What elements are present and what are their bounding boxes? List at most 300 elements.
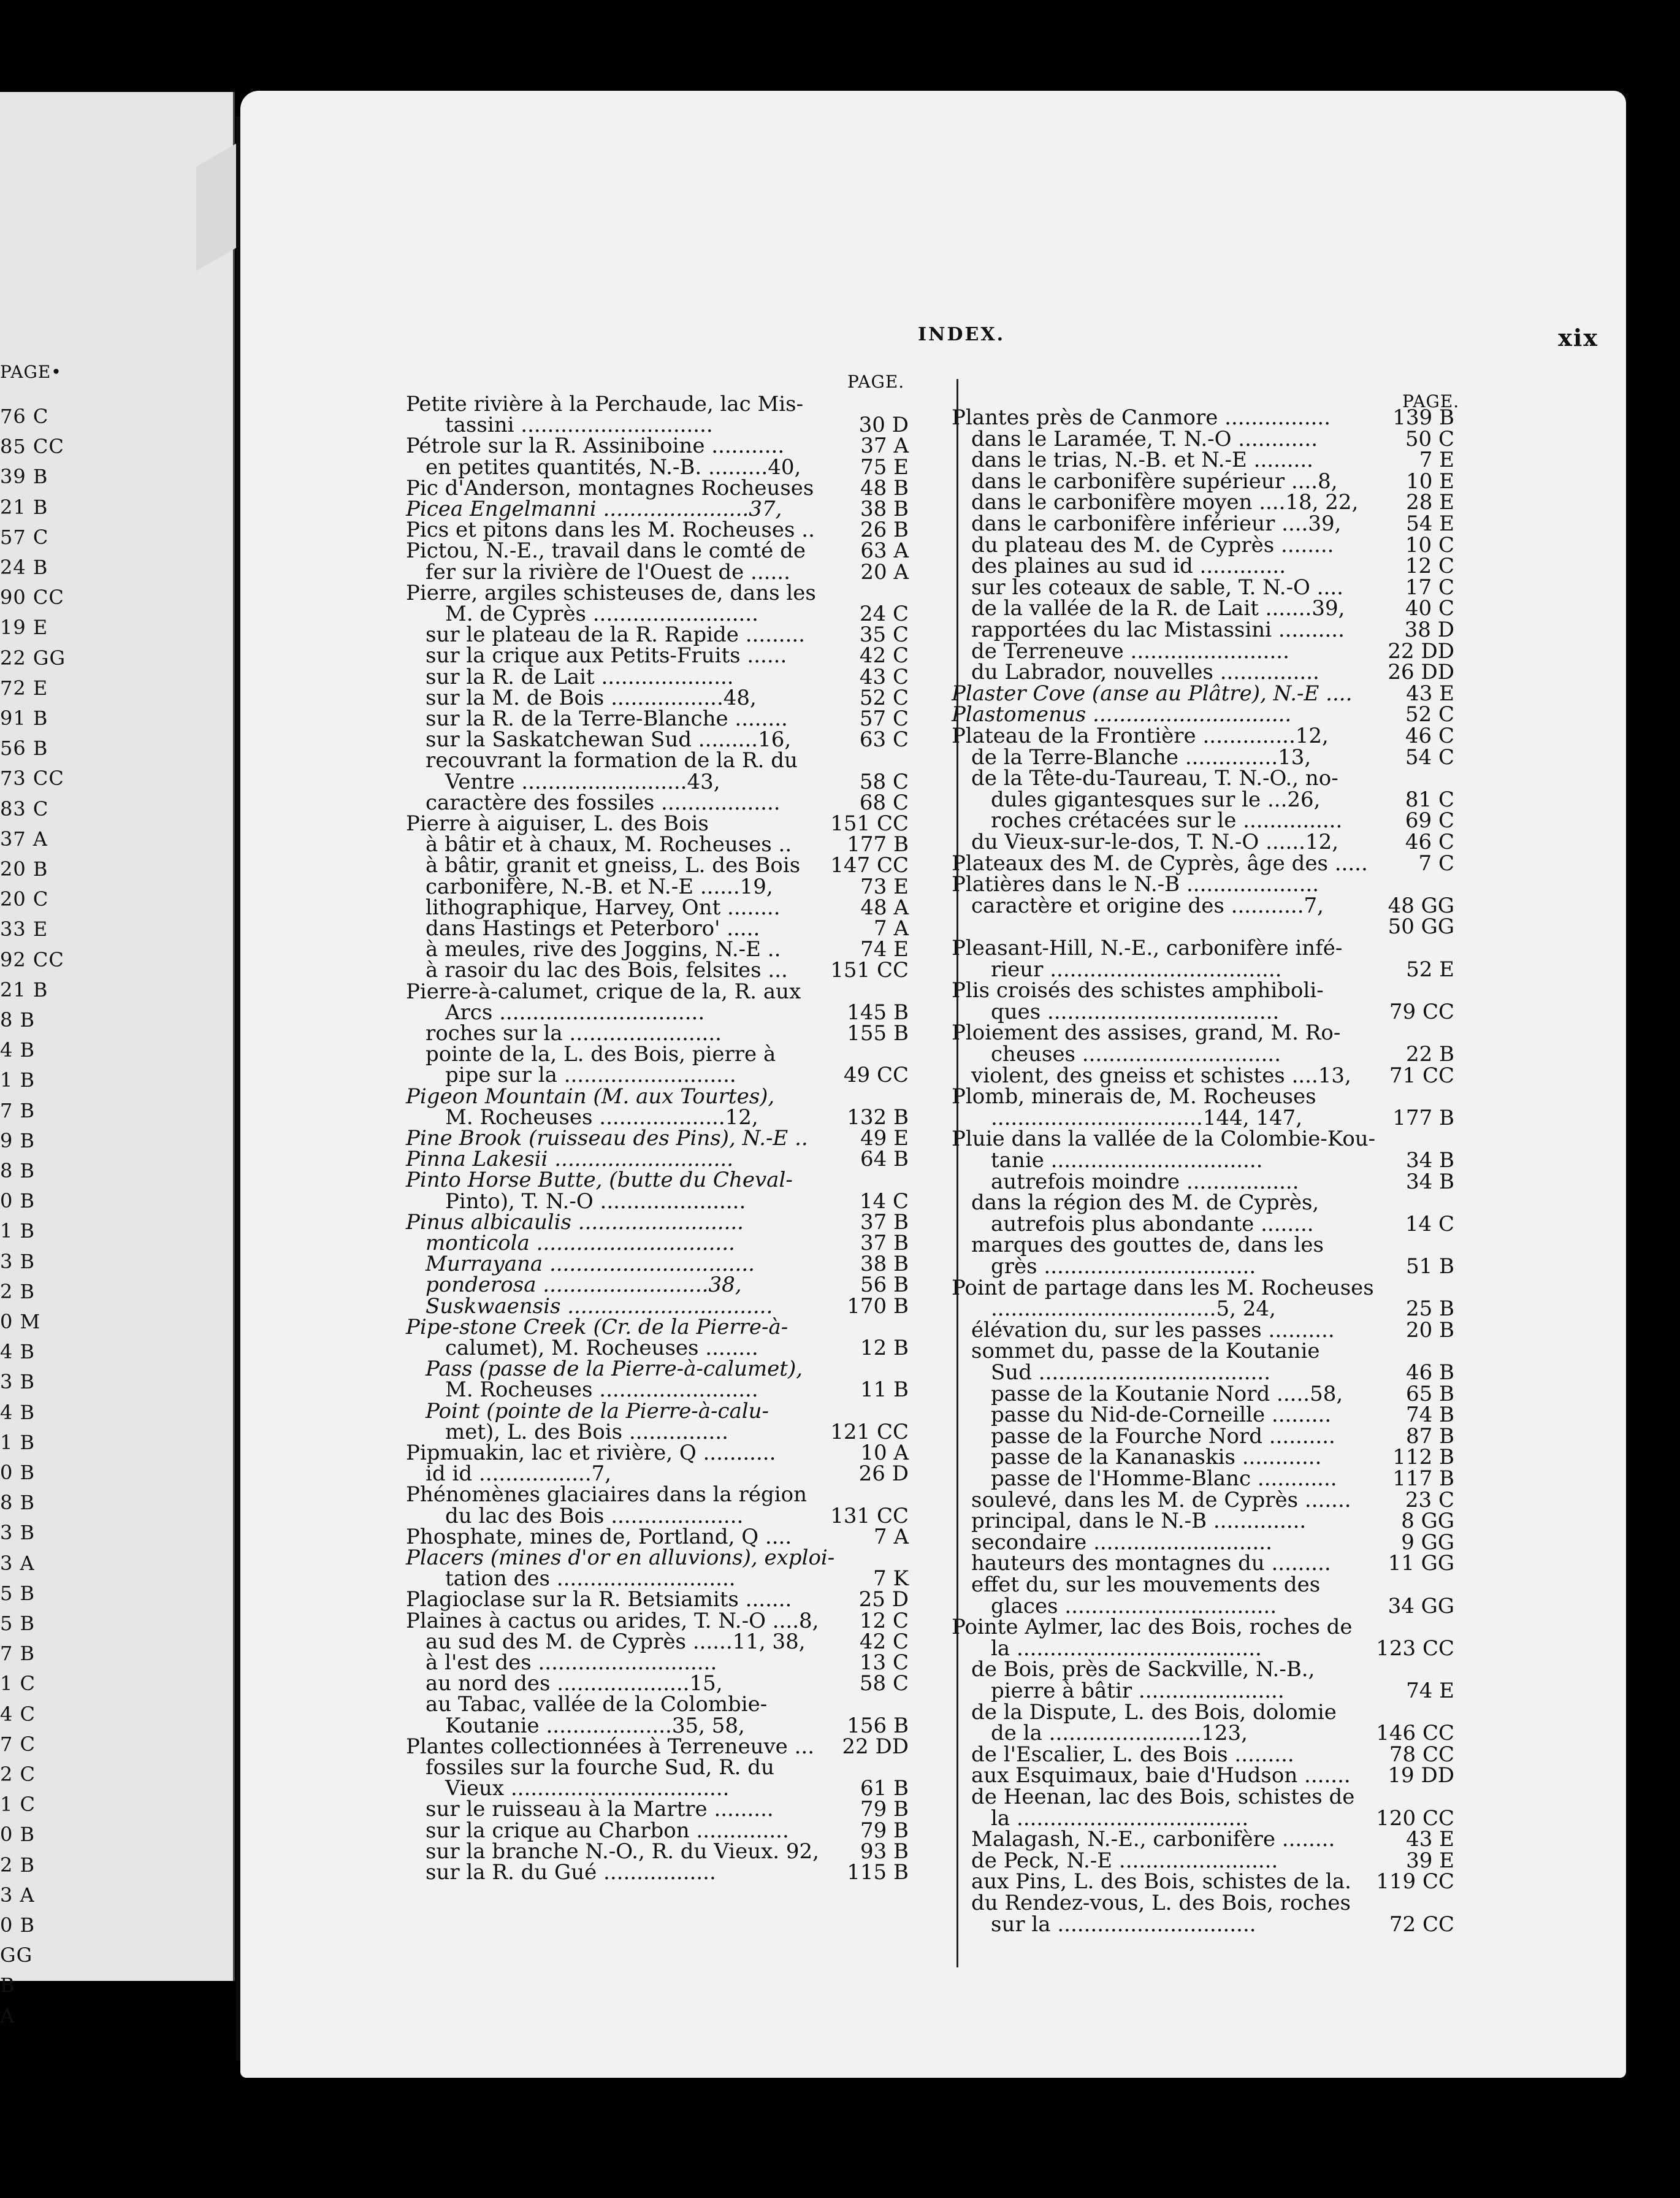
index-entry-page: 115 B (847, 1860, 909, 1885)
index-entry (952, 407, 1454, 428)
index-entry-page: 34 GG (1388, 1593, 1454, 1618)
index-entry-text: passe de la Kananaskis ............ (991, 1445, 1322, 1470)
index-entry (406, 645, 909, 666)
index-entry-page: 131 CC (830, 1503, 909, 1528)
index-entry (406, 1484, 909, 1505)
index-entry-page: 56 B (860, 1273, 909, 1298)
index-entry-text: fossiles sur la fourche Sud, R. du (426, 1755, 774, 1780)
index-entry-text: Ventre .........................43, (445, 769, 720, 794)
index-entry (952, 853, 1454, 874)
index-entry-text: Pierre-à-calumet, crique de la, R. aux (406, 979, 801, 1004)
index-entry (406, 1503, 909, 1528)
index-entry-page: 155 B (847, 1021, 909, 1046)
index-entry-page: 7 A (874, 1524, 909, 1549)
index-entry-text: sommet du, passe de la Koutanie (971, 1339, 1320, 1364)
index-entry-text: monticola .............................. (426, 1231, 735, 1255)
index-entry-text: Pictou, N.-E., travail dans le comté de (406, 538, 806, 564)
index-entry-page: 38 B (860, 497, 909, 521)
index-entry-text: Pointe Aylmer, lac des Bois, roches de (952, 1615, 1353, 1640)
index-entry-page: 151 CC (830, 811, 909, 836)
page-title: INDEX. (918, 324, 1006, 345)
index-entry (406, 1252, 909, 1277)
index-entry (406, 603, 909, 624)
index-entry (952, 1317, 1454, 1342)
index-entry-page: 57 C (859, 706, 909, 731)
index-entry (952, 1532, 1454, 1553)
index-entry-text: rieur ................................... (991, 957, 1282, 982)
index-entry-page: 74 E (860, 937, 909, 962)
index-entry-page: 49 E (860, 1126, 909, 1151)
index-entry (406, 1715, 909, 1736)
index-entry (952, 1190, 1454, 1216)
index-entry (952, 1487, 1454, 1512)
index-entry-page: 20 A (860, 559, 909, 584)
index-entry (406, 434, 909, 459)
index-entry-text: Placers (mines d'or en alluvions), exploi- (406, 1545, 835, 1570)
index-entry-page: 22 B (1405, 1042, 1454, 1066)
index-entry-text: sur le plateau de la R. Rapide ......... (426, 622, 805, 648)
index-entry-page: 48 GG (1388, 893, 1454, 918)
index-entry-text: du Rendez-vous, L. des Bois, roches (971, 1891, 1351, 1915)
index-entry-text: dans Hastings et Peterboro' ..... (426, 916, 760, 941)
index-entry-text: au sud des M. de Cyprès ......11, 38, (426, 1629, 806, 1654)
index-entry (952, 1744, 1454, 1765)
index-entry-page: 7 E (1419, 448, 1454, 473)
index-entry-page: 64 B (860, 1147, 909, 1172)
index-entry-page: 63 C (859, 727, 909, 752)
index-entry-text: dans le carbonifère moyen ....18, 22, (971, 490, 1359, 515)
index-entry-page: 147 CC (830, 853, 909, 878)
index-entry (406, 1168, 909, 1193)
index-entry (952, 810, 1454, 831)
index-entry-page: 61 B (860, 1776, 909, 1801)
index-entry-text: Point (pointe de la Pierre-à-calu- (426, 1398, 769, 1423)
left-page-fragment: 8 B (0, 1491, 36, 1515)
left-page-fragment: 4 C (0, 1702, 36, 1726)
index-entry-page: 9 GG (1401, 1530, 1454, 1555)
index-entry-page: 10 E (1406, 469, 1454, 494)
index-entry-text: de la .......................123, (991, 1721, 1248, 1746)
index-entry-text: soulevé, dans les M. de Cyprès ....... (971, 1487, 1351, 1512)
index-entry-text: caractère des fossiles .................. (426, 790, 781, 815)
index-entry (952, 1914, 1454, 1935)
index-entry-text: Pigeon Mountain (M. aux Tourtes), (406, 1084, 775, 1109)
index-entry (406, 1086, 909, 1107)
left-page-fragment: 0 B (0, 1913, 36, 1937)
index-entry-page: 52 C (859, 685, 909, 710)
index-entry (952, 938, 1454, 959)
index-entry (406, 1002, 909, 1023)
index-entry (406, 1149, 909, 1170)
index-entry (952, 1105, 1454, 1130)
index-entry (406, 1065, 909, 1086)
index-entry-text: sur la .............................. (991, 1912, 1256, 1937)
index-entry-text: Picea Engelmanni ......................37, (406, 497, 782, 521)
page-column-head: PAGE. (847, 372, 905, 392)
index-page (240, 91, 1626, 2078)
index-entry (406, 1778, 909, 1799)
index-entry-page: 123 CC (1376, 1636, 1454, 1661)
index-entry-page: 71 CC (1389, 1063, 1454, 1088)
index-entry-page: 7 A (874, 916, 909, 941)
index-entry-page: 48 B (860, 475, 909, 500)
index-entry-text: Pass (passe de la Pierre-à-calumet), (426, 1357, 803, 1382)
index-entry (406, 1694, 909, 1715)
index-entry-text: passe du Nid-de-Corneille ......... (991, 1403, 1332, 1428)
index-entry (406, 475, 909, 500)
index-entry-page: 26 D (858, 1461, 909, 1487)
index-entry-text: lithographique, Harvey, Ont ........ (426, 895, 781, 920)
index-entry-page: 40 C (1405, 596, 1454, 621)
index-entry-text: glaces ................................ (991, 1593, 1277, 1618)
index-entry-page: 46 C (1405, 724, 1454, 748)
index-entry (406, 1273, 909, 1298)
index-entry-page: 58 C (859, 1671, 909, 1696)
index-entry-page: 54 C (1405, 745, 1454, 770)
index-entry-page: 52 C (1405, 702, 1454, 727)
index-entry-page: 72 CC (1389, 1912, 1454, 1937)
index-entry-text: sur la R. du Gué ................. (426, 1860, 716, 1885)
index-entry (952, 1553, 1454, 1574)
left-page-fragment: 21 B (0, 978, 48, 1001)
index-entry (406, 1107, 909, 1128)
index-entry-text: sur la M. de Bois .................48, (426, 685, 757, 710)
index-entry-text: Pétrole sur la R. Assiniboine ........... (406, 434, 785, 459)
index-entry-text: rapportées du lac Mistassini .......... (971, 618, 1345, 642)
index-entry-page: 170 B (847, 1293, 909, 1319)
index-entry-text: sur la R. de Lait .................... (426, 664, 734, 689)
index-entry-text: Plateau de la Frontière ..............12, (952, 724, 1329, 748)
left-page-fragment: 85 CC (0, 435, 64, 459)
index-entry (952, 683, 1454, 704)
index-entry (406, 1673, 909, 1694)
index-entry (406, 750, 909, 771)
index-entry-text: ques ................................... (991, 999, 1280, 1024)
index-entry-text: de la vallée de la R. de Lait .......39, (971, 596, 1345, 621)
index-entry-page: 112 B (1392, 1445, 1454, 1470)
index-entry (952, 1765, 1454, 1786)
index-entry-text: ponderosa .........................38, (426, 1273, 742, 1298)
left-page-fragment: 1 C (0, 1672, 36, 1696)
index-entry (952, 1150, 1454, 1171)
index-entry-text: principal, dans le N.-B .............. (971, 1509, 1307, 1534)
index-entry-text: Pipmuakin, lac et rivière, Q ........... (406, 1441, 776, 1465)
index-entry-text: sur la R. de la Terre-Blanche ........ (426, 706, 788, 731)
index-entry (406, 1841, 909, 1862)
index-entry-page: 17 C (1405, 575, 1454, 600)
index-entry (952, 1296, 1454, 1322)
index-entry (406, 394, 909, 415)
index-entry-page: 50 C (1405, 426, 1454, 451)
index-entry-text: grès ................................ (991, 1254, 1256, 1279)
index-entry (406, 622, 909, 648)
index-entry (952, 959, 1454, 980)
index-entry-text: roches sur la ....................... (426, 1021, 722, 1046)
index-entry-text: Pine Brook (ruisseau des Pins), N.-E .. (406, 1126, 808, 1151)
index-entry (952, 1638, 1454, 1659)
index-entry (952, 598, 1454, 619)
index-entry (406, 1419, 909, 1444)
left-page-fragment: 20 C (0, 887, 49, 911)
left-page-fragment: 1 B (0, 1219, 36, 1243)
left-page-fragment: 3 A (0, 1883, 35, 1907)
left-page-fragment: 9 B (0, 1128, 36, 1152)
left-page-fragment: 0 B (0, 1189, 36, 1213)
index-entry-text: Pic d'Anderson, montagnes Rocheuses (406, 475, 814, 500)
index-entry (952, 532, 1454, 557)
index-entry (406, 1044, 909, 1065)
index-entry-text: Vieux ................................. (445, 1776, 730, 1801)
index-entry-text: dans le trias, N.-B. et N.-E ......... (971, 448, 1313, 473)
index-entry (406, 1314, 909, 1339)
index-entry-page: 34 B (1405, 1148, 1454, 1173)
left-page-fragment: 57 C (0, 525, 49, 549)
page-column-head: PAGE. (1402, 391, 1460, 412)
index-entry (952, 1256, 1454, 1277)
index-entry-page: 54 E (1406, 511, 1454, 536)
index-entry-text: M. de Cyprès ......................... (445, 602, 758, 626)
left-page-fragment: 5 B (0, 1581, 36, 1605)
index-entry (952, 1786, 1454, 1807)
index-entry-text: du Vieux-sur-le-dos, T. N.-O ......12, (971, 830, 1339, 854)
index-entry (406, 687, 909, 708)
index-entry-page: 139 B (1392, 405, 1454, 430)
index-entry-page: 11 B (860, 1377, 909, 1403)
index-entry-page: 121 CC (830, 1419, 909, 1444)
index-entry-text: Plagioclase sur la R. Betsiamits ....... (406, 1587, 792, 1612)
index-entry-text: pierre à bâtir ...................... (991, 1679, 1285, 1703)
left-page-fragment: 72 E (0, 676, 48, 700)
left-page-fragment: 4 B (0, 1038, 36, 1062)
index-entry (952, 1044, 1454, 1065)
index-entry-text: à bâtir et à chaux, M. Rocheuses .. (426, 832, 792, 857)
index-entry-text: sur les coteaux de sable, T. N.-O .... (971, 575, 1343, 600)
index-entry-text: aux Pins, L. des Bois, schistes de la. (971, 1869, 1351, 1894)
index-entry (952, 1509, 1454, 1534)
index-entry-page: 26 B (860, 518, 909, 543)
left-page-fragment: 0 B (0, 1823, 36, 1847)
index-entry (406, 1736, 909, 1757)
index-entry-page: 119 CC (1376, 1869, 1454, 1894)
left-page-fragment: 7 B (0, 1098, 36, 1122)
index-entry-page: 52 E (1406, 957, 1454, 982)
index-entry-page: 63 A (860, 538, 909, 564)
index-entry (406, 1293, 909, 1319)
index-entry-text: Murrayana ............................... (426, 1252, 755, 1277)
index-entry-page: 11 GG (1388, 1551, 1454, 1576)
index-entry-page: 25 B (1405, 1296, 1454, 1322)
index-entry-text: dans la région des M. de Cyprès, (971, 1190, 1319, 1216)
index-entry-text: tassini ............................. (445, 413, 713, 438)
index-entry-text: recouvrant la formation de la R. du (426, 748, 798, 773)
index-entry (952, 1871, 1454, 1892)
index-entry (952, 1850, 1454, 1871)
index-entry (406, 918, 909, 939)
index-entry-text: pointe de la, L. des Bois, pierre à (426, 1042, 776, 1067)
left-page-fragment: 3 B (0, 1521, 36, 1545)
index-entry-text: ................................144, 147, (991, 1105, 1303, 1130)
index-entry (406, 454, 909, 480)
index-entry-text: Pinus albicaulis ......................... (406, 1209, 744, 1235)
index-entry-page: 177 B (1392, 1105, 1454, 1130)
left-page-fragment: 8 B (0, 1159, 36, 1182)
index-entry (406, 1610, 909, 1631)
index-entry-text: violent, des gneiss et schistes ....13, (971, 1063, 1351, 1088)
index-entry-text: du plateau des M. de Cyprès ........ (971, 532, 1334, 557)
left-page-fragment: 33 E (0, 917, 48, 941)
index-entry (406, 1547, 909, 1568)
index-entry (952, 1447, 1454, 1468)
index-entry (952, 747, 1454, 768)
index-entry (406, 1191, 909, 1212)
index-entry (952, 1593, 1454, 1618)
index-entry-page: 26 DD (1388, 660, 1454, 685)
index-entry (406, 1652, 909, 1673)
left-page-fragment: 21 B (0, 495, 48, 519)
index-entry-text: à bâtir, granit et gneiss, L. des Bois (426, 853, 801, 878)
index-entry-text: M. Rocheuses ........................ (445, 1377, 758, 1403)
left-page-fragment: 56 B (0, 737, 48, 760)
left-page-fragment: 76 C (0, 405, 49, 428)
index-entry-page: 46 C (1405, 830, 1454, 854)
index-entry-page: 43 E (1406, 1827, 1454, 1852)
left-page-fragment: 90 CC (0, 586, 64, 610)
index-entry (952, 1086, 1454, 1107)
index-entry-text: de Peck, N.-E ........................ (971, 1848, 1278, 1873)
index-entry-text: Plastomenus .............................. (952, 702, 1292, 727)
index-entry-page: 51 B (1405, 1254, 1454, 1279)
index-entry-page: 13 C (859, 1650, 909, 1675)
index-entry (406, 939, 909, 960)
left-page-fragment: 2 C (0, 1763, 36, 1786)
left-page-fragment: 4 B (0, 1340, 36, 1364)
index-entry-text: hauteurs des montagnes du ......... (971, 1551, 1331, 1576)
index-entry-page: 151 CC (830, 958, 909, 983)
left-page-fragment: A (0, 2004, 15, 2028)
index-entry-text: la ................................... (991, 1806, 1249, 1831)
left-page-fragment: 83 C (0, 797, 49, 821)
index-entry-text: Pierre à aiguiser, L. des Bois (406, 811, 709, 836)
index-entry (952, 1659, 1454, 1680)
index-entry-page: 120 CC (1376, 1806, 1454, 1831)
left-page-fragment: 5 B (0, 1612, 36, 1635)
index-entry-text: la ..................................... (991, 1636, 1262, 1661)
index-entry-page: 117 B (1392, 1466, 1454, 1491)
index-entry-text: sur la branche N.-O., R. du Vieux. 92, (426, 1839, 819, 1864)
left-page-fragment: 22 GG (0, 646, 66, 670)
index-entry-text: id id .................7, (426, 1461, 612, 1487)
index-entry (406, 1398, 909, 1423)
index-entry-page: 34 B (1405, 1169, 1454, 1194)
index-entry (952, 832, 1454, 852)
page-header (240, 324, 1626, 361)
index-entry-text: ..................................5, 24, (991, 1296, 1276, 1322)
index-entry-text: roches crétacées sur le ............... (991, 808, 1343, 833)
index-entry-text: marques des gouttes de, dans les (971, 1233, 1324, 1258)
index-entry-page: 79 B (860, 1818, 909, 1843)
index-entry-page: 58 C (859, 769, 909, 794)
index-entry-text: de Terreneuve ........................ (971, 638, 1289, 664)
index-entry-page: 14 C (1405, 1211, 1454, 1236)
index-entry-text: sur le ruisseau à la Martre ......... (426, 1797, 774, 1822)
index-entry-page: 79 B (860, 1797, 909, 1822)
index-entry-text: Plomb, minerais de, M. Rocheuses (952, 1084, 1316, 1109)
index-entry-text: en petites quantités, N.-B. .........40, (426, 454, 801, 480)
index-entry-text: dans le carbonifère inférieur ....39, (971, 511, 1342, 536)
index-entry-text: Pinna Lakesii ........................... (406, 1147, 734, 1172)
index-entry-page: 132 B (847, 1105, 909, 1130)
index-entry-text: Arcs ............................... (445, 1000, 705, 1025)
index-entry-text: calumet), M. Rocheuses ........ (445, 1336, 758, 1360)
index-entry-page: 46 B (1405, 1360, 1454, 1385)
index-entry (406, 499, 909, 519)
index-entry-text: des plaines au sud id ............. (971, 554, 1286, 579)
index-entry (406, 1023, 909, 1044)
index-entry-text: Suskwaensis ............................... (426, 1293, 773, 1319)
index-entry (406, 1233, 909, 1254)
index-entry (952, 1699, 1454, 1725)
index-entry-page: 10 C (1405, 532, 1454, 557)
index-entry-text: au Tabac, vallée de la Colombie- (426, 1692, 768, 1717)
index-entry (952, 1808, 1454, 1829)
index-entry (952, 1362, 1454, 1383)
index-entry-page: 146 CC (1376, 1721, 1454, 1746)
index-entry-page: 177 B (847, 832, 909, 857)
index-entry-text: passe de la Koutanie Nord .....58, (991, 1381, 1343, 1406)
index-entry (952, 1211, 1454, 1236)
index-entry-page: 49 CC (843, 1063, 909, 1088)
index-entry (952, 1423, 1454, 1449)
index-entry-text: fer sur la rivière de l'Ouest de ...... (426, 559, 790, 584)
index-entry-text: sur la Saskatchewan Sud .........16, (426, 727, 792, 752)
index-entry (406, 1377, 909, 1403)
index-entry (406, 1128, 909, 1149)
left-page-fragment: 1 C (0, 1793, 36, 1817)
index-entry-page: 43 E (1406, 681, 1454, 706)
left-page-fragment: 1 B (0, 1430, 36, 1454)
index-entry-page: 12 B (860, 1336, 909, 1360)
left-page-fragment: 0 B (0, 1461, 36, 1484)
index-entry (952, 619, 1454, 640)
left-page-fragment: 8 B (0, 1008, 36, 1032)
index-entry-text: Plantes près de Canmore ................ (952, 405, 1331, 430)
index-entry-page: 8 GG (1401, 1509, 1454, 1534)
index-entry-text: de l'Escalier, L. des Bois ......... (971, 1742, 1294, 1767)
index-entry (952, 426, 1454, 451)
index-entry-text: Plis croisés des schistes amphiboli- (952, 978, 1324, 1003)
index-entry (406, 1461, 909, 1487)
index-entry (952, 554, 1454, 579)
index-entry (952, 471, 1454, 492)
index-entry (406, 518, 909, 543)
index-entry (406, 813, 909, 834)
index-entry-text: dans le carbonifère supérieur ....8, (971, 469, 1338, 494)
left-page-fragment: 2 B (0, 1279, 36, 1303)
index-entry-text: M. Rocheuses ...................12, (445, 1105, 758, 1130)
index-entry-page: 23 C (1405, 1487, 1454, 1512)
index-entry-page: 7 C (1418, 851, 1454, 876)
index-entry-text: carbonifère, N.-B. et N.-E ......19, (426, 874, 773, 899)
index-entry (952, 704, 1454, 725)
index-entry-text: du lac des Bois .................... (445, 1503, 744, 1528)
index-entry-page: 65 B (1405, 1381, 1454, 1406)
index-entry (406, 1589, 909, 1610)
index-entry-page: 38 D (1404, 618, 1454, 642)
index-entry (406, 580, 909, 605)
left-page-fragment: 3 B (0, 1249, 36, 1273)
page-number: xix (1558, 324, 1598, 351)
index-entry (952, 1893, 1454, 1913)
